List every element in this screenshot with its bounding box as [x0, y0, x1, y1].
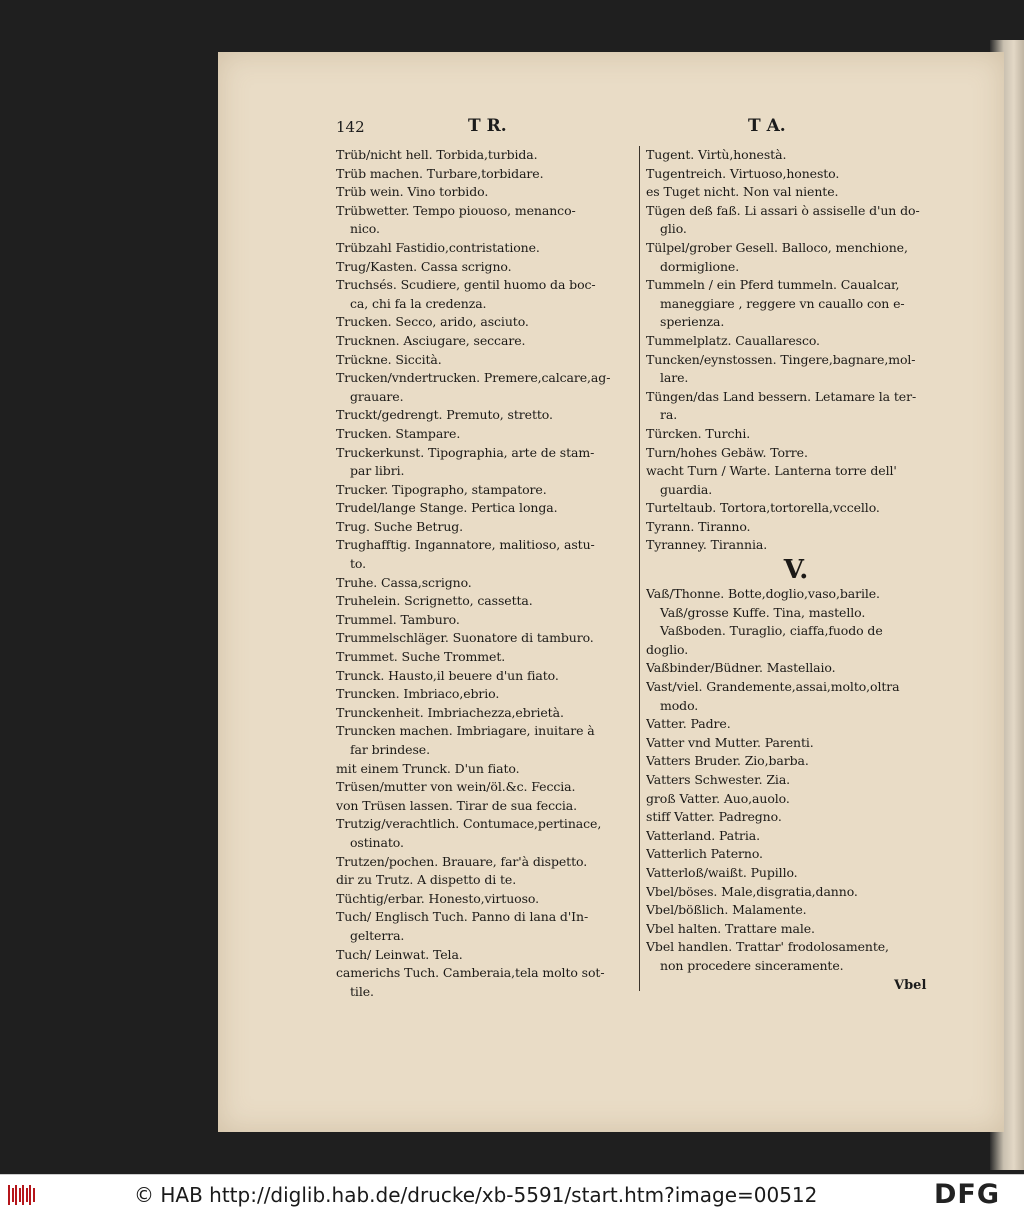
dictionary-line: Truhe. Cassa,scrigno. — [336, 574, 472, 590]
dictionary-line: Tuch/ Englisch Tuch. Panno di lana d'In- — [336, 909, 589, 925]
dictionary-line: Tuch/ Leinwat. Tela. — [336, 946, 463, 962]
dictionary-line: Trucken. Stampare. — [336, 425, 461, 441]
dictionary-line: Türcken. Turchi. — [646, 425, 751, 441]
dictionary-line: Trucknen. Asciugare, seccare. — [336, 332, 526, 348]
dictionary-line: glio. — [660, 221, 687, 237]
dictionary-line: Trutzen/pochen. Brauare, far'à dispetto. — [336, 853, 588, 869]
dictionary-line: dir zu Trutz. A dispetto di te. — [336, 872, 517, 888]
dictionary-line: ca, chi fa la credenza. — [350, 295, 487, 311]
book-page — [218, 52, 1004, 1132]
dictionary-line: Trübwetter. Tempo piouoso, menanco- — [336, 202, 576, 218]
dictionary-line: par libri. — [350, 463, 405, 479]
dictionary-line: Truhelein. Scrignetto, cassetta. — [336, 593, 533, 609]
dictionary-line: Vast/viel. Grandemente,assai,molto,oltra — [646, 679, 900, 695]
dictionary-line: Vbel halten. Trattare male. — [646, 920, 815, 936]
catchword: Vbel — [894, 978, 927, 993]
dictionary-line: Trüsen/mutter von wein/öl.&c. Feccia. — [336, 779, 576, 795]
dictionary-line: Trummel. Tamburo. — [336, 611, 460, 627]
dictionary-line: Vatterland. Patria. — [646, 827, 761, 843]
dictionary-line: camerichs Tuch. Camberaia,tela molto sot- — [336, 965, 605, 981]
running-head-right: T A. — [748, 116, 786, 136]
dictionary-line: Truncken machen. Imbriagare, inuitare à — [336, 723, 595, 739]
dictionary-line: Vatters Bruder. Zio,barba. — [646, 753, 809, 769]
dictionary-line: Vatterlich Paterno. — [646, 846, 763, 862]
right-column — [646, 146, 946, 976]
dictionary-line: Vaßboden. Turaglio, ciaffa,fuodo de — [660, 623, 883, 639]
dictionary-line: Vbel handlen. Trattar' frodolosamente, — [646, 939, 889, 955]
dictionary-line: Trucken. Secco, arido, asciuto. — [336, 314, 529, 330]
dictionary-line: Tügen deß faß. Li assari ò assiselle d'un do- — [646, 202, 920, 218]
dictionary-line: ra. — [660, 407, 678, 423]
dictionary-line: to. — [350, 556, 367, 572]
dictionary-line: Vaß/grosse Kuffe. Tina, mastello. — [660, 604, 866, 620]
dictionary-line: sperienza. — [660, 314, 725, 330]
dfg-logo: DFG — [934, 1179, 1001, 1210]
dictionary-line: modo. — [660, 697, 699, 713]
dictionary-line: Trucker. Tipographo, stampatore. — [336, 481, 547, 497]
dictionary-line: Vaßbinder/Büdner. Mastellaio. — [646, 660, 836, 676]
dictionary-line: stiff Vatter. Padregno. — [646, 809, 782, 825]
footer-credit[interactable]: © HAB http://diglib.hab.de/drucke/xb-5591/start.htm?image=00512 — [134, 1183, 818, 1207]
dictionary-line: grauare. — [350, 388, 404, 404]
dictionary-line: Truncken. Imbriaco,ebrio. — [336, 686, 500, 702]
dictionary-line: Tyranney. Tirannia. — [646, 537, 768, 553]
column-divider — [639, 146, 640, 991]
dictionary-line: Trübzahl Fastidio,contristatione. — [336, 239, 540, 255]
dictionary-line: Truckt/gedrengt. Premuto, stretto. — [336, 407, 553, 423]
dictionary-line: Tummelplatz. Cauallaresco. — [646, 332, 820, 348]
dictionary-line: Tüchtig/erbar. Honesto,virtuoso. — [336, 890, 539, 906]
dictionary-line: Vatterloß/waißt. Pupillo. — [646, 864, 798, 880]
dictionary-line: Trudel/lange Stange. Pertica longa. — [336, 500, 558, 516]
dictionary-line: Trunckenheit. Imbriachezza,ebrietà. — [336, 704, 564, 720]
dictionary-line: es Tuget nicht. Non val niente. — [646, 184, 839, 200]
dictionary-line: Tugent. Virtù,honestà. — [646, 147, 787, 162]
dictionary-line: Truckerkunst. Tipographia, arte de stam- — [336, 444, 595, 460]
dictionary-line: mit einem Trunck. D'un fiato. — [336, 760, 520, 776]
dictionary-line: Trüb/nicht hell. Torbida,turbida. — [336, 147, 538, 162]
dictionary-line: dormiglione. — [660, 258, 740, 274]
page-number: 142 — [336, 118, 365, 136]
left-column — [336, 146, 636, 1001]
dictionary-line: Trüb machen. Turbare,torbidare. — [336, 165, 544, 181]
dictionary-line: Tuncken/eynstossen. Tingere,bagnare,mol- — [646, 351, 916, 367]
hab-logo-icon — [6, 1181, 36, 1209]
dictionary-line: maneggiare , reggere vn cauallo con e- — [660, 295, 905, 311]
dictionary-line: Trutzig/verachtlich. Contumace,pertinace, — [336, 816, 602, 832]
dictionary-line: wacht Turn / Warte. Lanterna torre dell' — [646, 463, 897, 479]
dictionary-line: Trüb wein. Vino torbido. — [336, 184, 489, 200]
dictionary-line: Vaß/Thonne. Botte,doglio,vaso,barile. — [646, 586, 880, 602]
dictionary-line: Truchsés. Scudiere, gentil huomo da boc- — [336, 277, 596, 293]
dictionary-line: Trucken/vndertrucken. Premere,calcare,ag- — [336, 370, 611, 386]
running-head-left: T R. — [468, 116, 507, 136]
dictionary-line: Trunck. Hausto,il beuere d'un fiato. — [336, 667, 559, 683]
dictionary-line: Trughafftig. Ingannatore, malitioso, astu- — [336, 537, 595, 553]
dictionary-line: doglio. — [646, 641, 689, 657]
section-letter: V. — [783, 555, 809, 586]
dictionary-line: guardia. — [660, 481, 713, 497]
dictionary-line: lare. — [660, 370, 689, 386]
dictionary-line: Trückne. Siccità. — [336, 351, 442, 367]
dictionary-line: ostinato. — [350, 834, 404, 850]
dictionary-line: Vbel/bößlich. Malamente. — [646, 902, 807, 918]
dictionary-line: Tyrann. Tiranno. — [646, 518, 751, 534]
dictionary-line: Vatters Schwester. Zia. — [646, 772, 791, 787]
dictionary-line: Turn/hohes Gebäw. Torre. — [646, 444, 808, 460]
dictionary-line: nico. — [350, 221, 380, 237]
dictionary-line: Tugentreich. Virtuoso,honesto. — [646, 165, 840, 181]
dictionary-line: tile. — [350, 983, 374, 999]
dictionary-line: non procedere sinceramente. — [660, 957, 844, 973]
dictionary-line: Turteltaub. Tortora,tortorella,vccello. — [646, 500, 880, 516]
dictionary-line: Vbel/böses. Male,disgratia,danno. — [646, 883, 858, 899]
dictionary-line: Tüngen/das Land bessern. Letamare la ter- — [646, 388, 917, 404]
dictionary-line: Tülpel/grober Gesell. Balloco, menchione, — [646, 239, 908, 255]
dictionary-line: Vatter vnd Mutter. Parenti. — [646, 734, 814, 750]
dictionary-line: gelterra. — [350, 927, 405, 943]
dictionary-line: Tummeln / ein Pferd tummeln. Caualcar, — [646, 277, 900, 293]
dictionary-line: Trug. Suche Betrug. — [336, 518, 464, 534]
dictionary-line: Trug/Kasten. Cassa scrigno. — [336, 258, 512, 274]
dictionary-line: far brindese. — [350, 742, 430, 757]
dictionary-line: Vatter. Padre. — [646, 716, 731, 732]
dictionary-line: Trummelschläger. Suonatore di tamburo. — [336, 630, 594, 646]
footer-bar — [0, 1174, 1024, 1215]
dictionary-line: groß Vatter. Auo,auolo. — [646, 790, 790, 806]
dictionary-line: von Trüsen lassen. Tirar de sua feccia. — [336, 797, 578, 813]
dictionary-line: Trummet. Suche Trommet. — [336, 649, 506, 665]
